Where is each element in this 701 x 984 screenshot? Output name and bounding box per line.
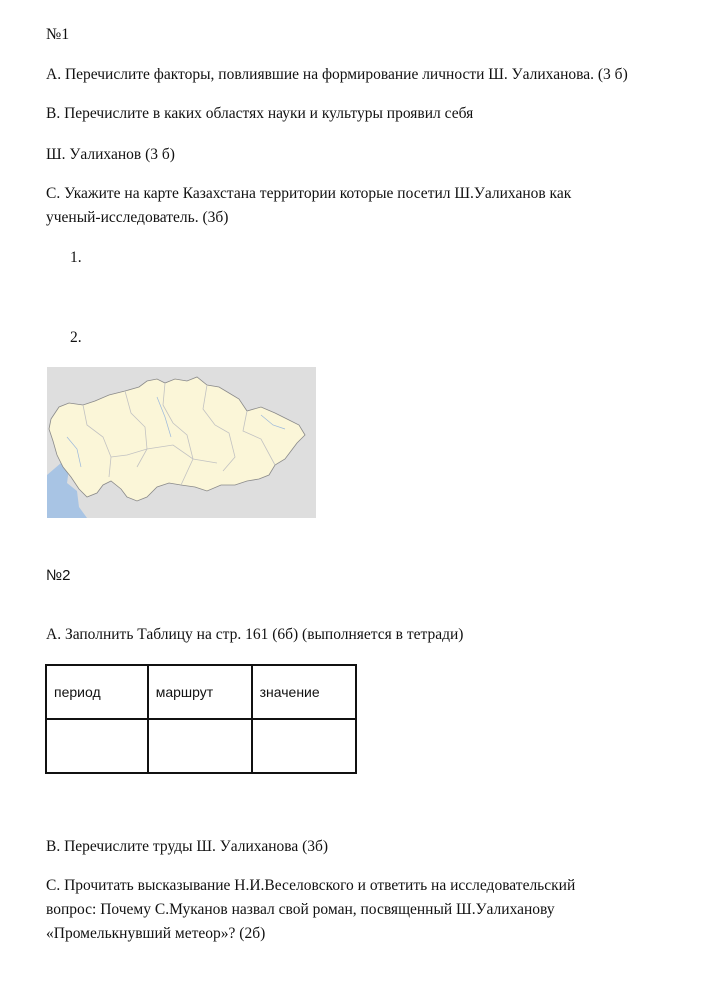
task-1-question-b-line-1: В. Перечислите в каких областях науки и культуры проявил себя	[46, 105, 474, 122]
header-significance: значение	[252, 665, 356, 719]
task-1-question-c-line-1: С. Укажите на карте Казахстана территории которые посетил Ш.Уалиханов как	[46, 185, 572, 202]
table-header-row	[46, 665, 356, 719]
task-2-question-a: А. Заполнить Таблицу на стр. 161 (6б) (выполняется в тетради)	[46, 626, 464, 643]
task-2-number: №2	[46, 567, 71, 584]
table-cell	[148, 719, 252, 773]
header-route: маршрут	[148, 665, 252, 719]
table-row	[46, 719, 356, 773]
answer-table	[45, 664, 357, 774]
task-1-question-c-line-2: ученый-исследователь. (3б)	[46, 209, 229, 226]
answer-item-2: 2.	[70, 329, 82, 346]
task-1-question-b-line-2: Ш. Уалиханов (3 б)	[46, 146, 175, 163]
kazakhstan-map	[47, 367, 316, 518]
task-1-number: №1	[46, 26, 70, 43]
table-cell	[46, 719, 148, 773]
task-1-question-a: А. Перечислите факторы, повлиявшие на формирование личности Ш. Уалиханова. (3 б)	[46, 66, 628, 83]
task-2-question-c-line-1: С. Прочитать высказывание Н.И.Веселовского и ответить на исследовательский	[46, 877, 576, 894]
header-period: период	[46, 665, 148, 719]
task-2-question-b: В. Перечислите труды Ш. Уалиханова (3б)	[46, 838, 329, 855]
task-2-question-c-line-2: вопрос: Почему С.Муканов назвал свой роман, посвященный Ш.Уалиханову	[46, 901, 555, 918]
table-cell	[252, 719, 356, 773]
task-2-question-c-line-3: «Промелькнувший метеор»? (2б)	[46, 925, 266, 942]
answer-item-1: 1.	[70, 249, 82, 266]
